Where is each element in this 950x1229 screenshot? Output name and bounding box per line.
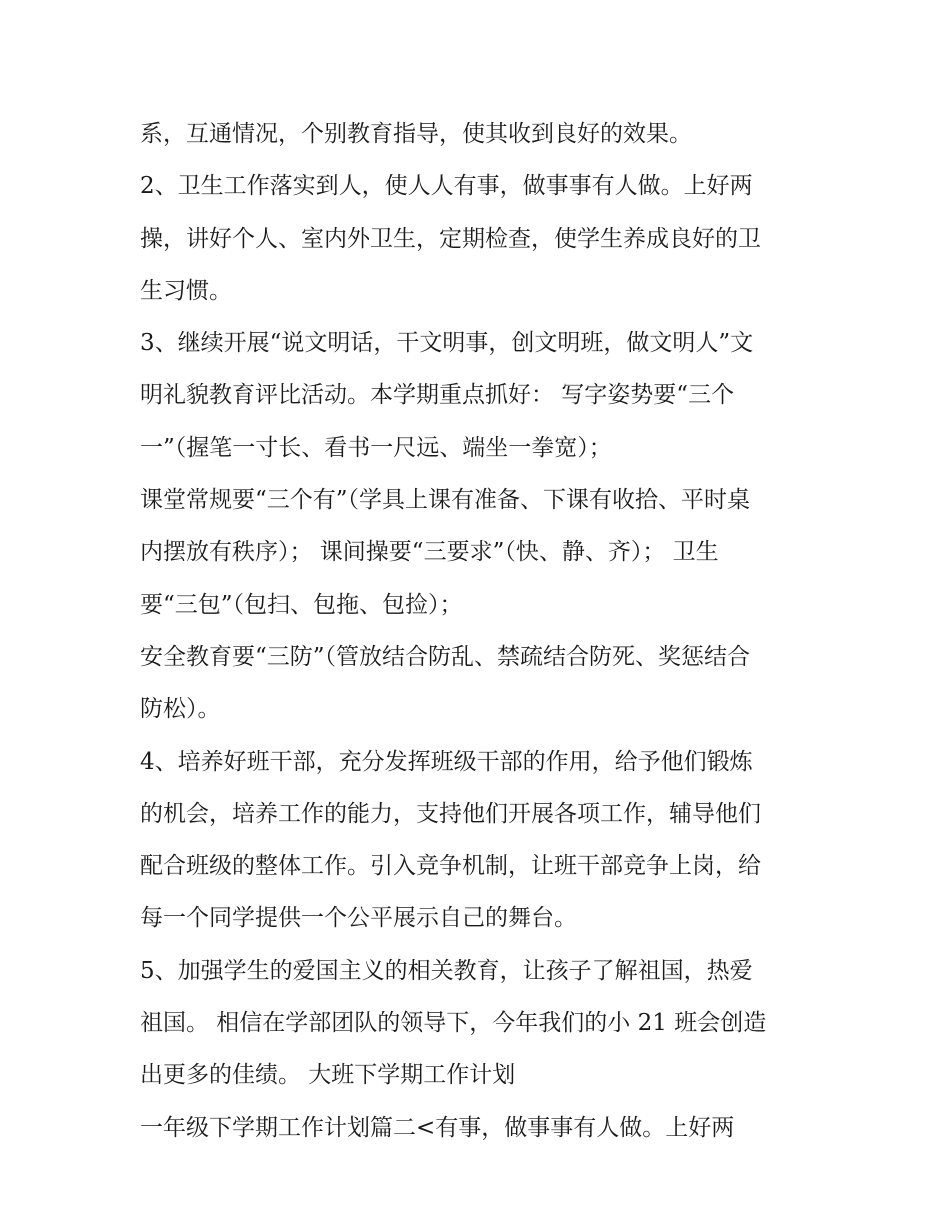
text-line: 明礼貌教育评比活动。本学期重点抓好： 写字姿势要“三个 xyxy=(140,382,735,409)
text-line: 的机会，培养工作的能力，支持他们开展各项工作，辅导他们 xyxy=(140,800,761,827)
text-line: 系，互通情况，个别教育指导，使其收到良好的效果。 xyxy=(140,121,692,147)
text-line: 配合班级的整体工作。引入竞争机制，让班干部竞争上岗，给 xyxy=(140,853,761,880)
text-line: 操，讲好个人、室内外卫生，定期检查，使学生养成良好的卫 xyxy=(140,225,761,252)
text-line: 5、加强学生的爱国主义的相关教育，让孩子了解祖国，热爱 xyxy=(140,957,753,984)
text-line: 一年级下学期工作计划篇二<有事，做事事有人做。上好两 xyxy=(140,1114,735,1141)
body-text xyxy=(140,108,830,1154)
text-line: 防松）。 xyxy=(140,696,221,723)
text-line: 课堂常规要“三个有”（学具上课有准备、下课有收拾、平时桌 xyxy=(140,487,751,514)
text-line: 出更多的佳绩。 大班下学期工作计划 xyxy=(140,1062,516,1089)
text-line: 要“三包”（包扫、包拖、包捡）； xyxy=(140,591,463,618)
text-line: 祖国。 相信在学部团队的领导下，今年我们的小 21 班会创造 xyxy=(140,1010,767,1037)
text-line: 一”（握笔一寸长、看书一尺远、端坐一拳宽）； xyxy=(140,434,612,461)
text-line: 每一个同学提供一个公平展示自己的舞台。 xyxy=(140,905,577,932)
text-line: 生习惯。 xyxy=(140,277,232,304)
text-line: 3、继续开展“说文明话，干文明事，创文明班，做文明人”文 xyxy=(140,330,754,357)
text-line: 4、培养好班干部，充分发挥班级干部的作用，给予他们锻炼 xyxy=(140,748,753,775)
text-line: 安全教育要“三防”（管放结合防乱、禁疏结合防死、奖惩结合 xyxy=(140,643,751,670)
text-line: 内摆放有秩序）； 课间操要“三要求”（快、静、齐）； 卫生 xyxy=(140,539,719,566)
text-line: 2、卫生工作落实到人，使人人有事，做事事有人做。上好两 xyxy=(140,173,753,200)
